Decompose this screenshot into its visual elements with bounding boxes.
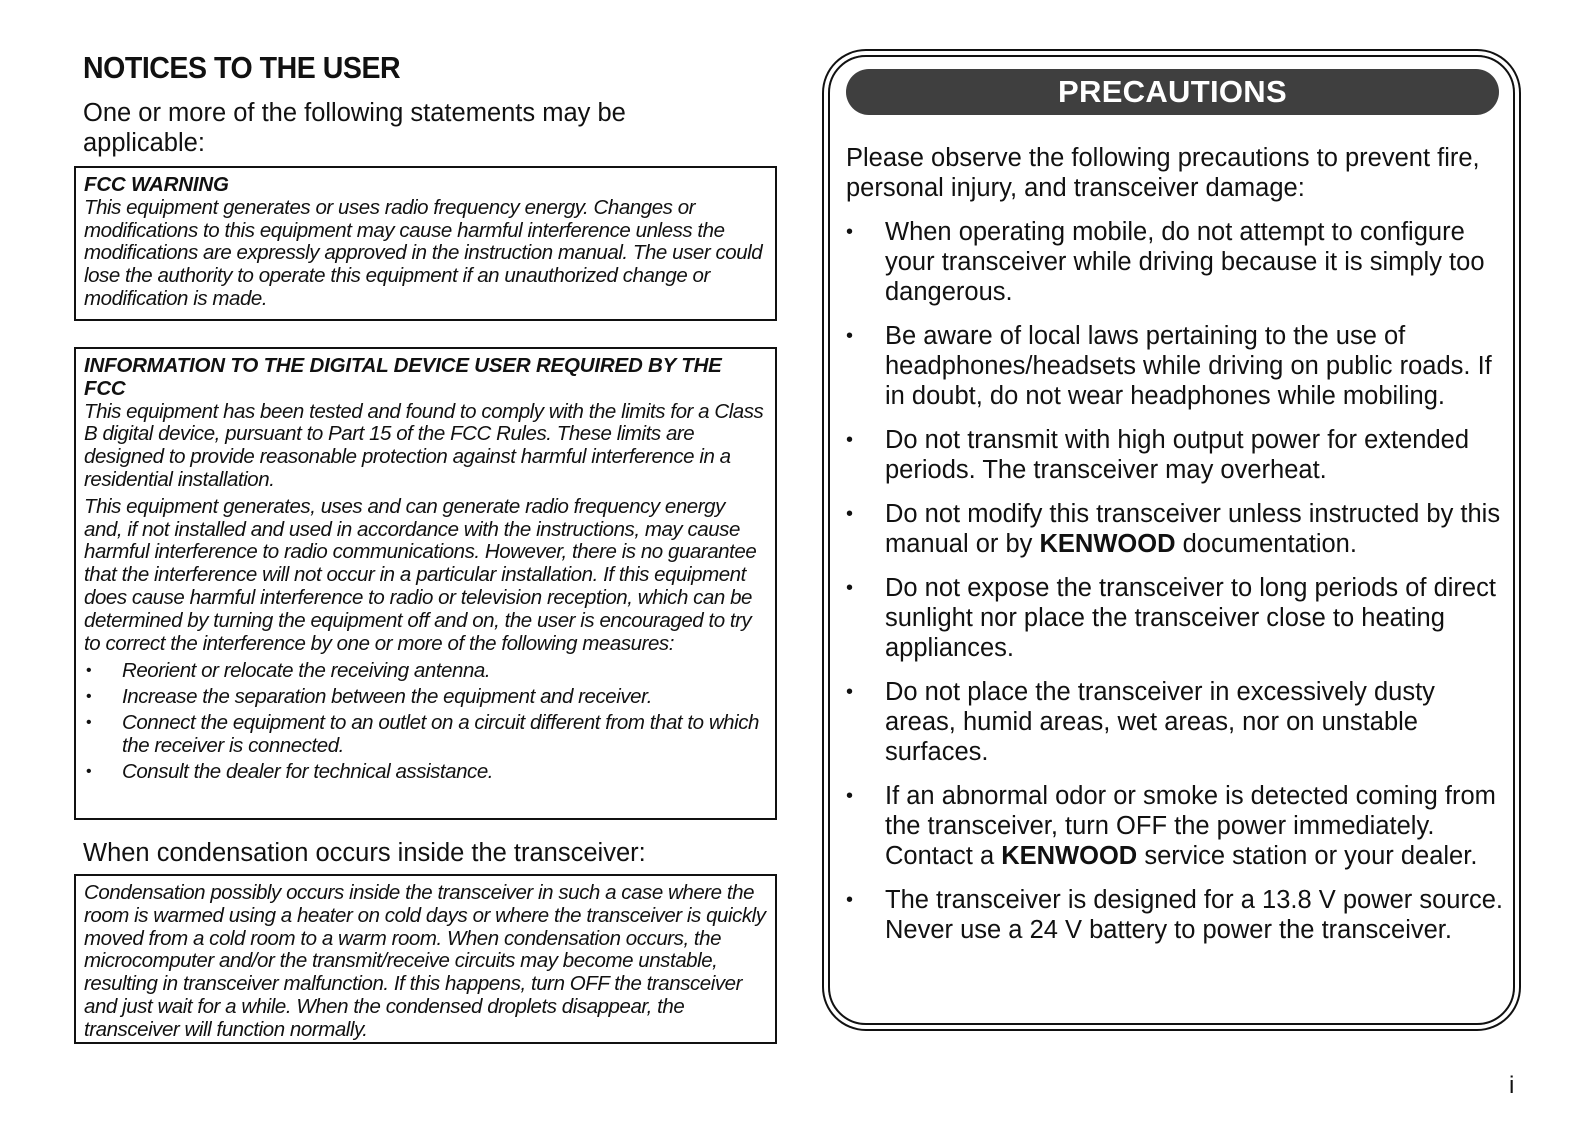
notices-column xyxy=(74,48,777,1044)
fcc-warning-body: This equipment generates or uses radio frequency energy. Changes or modifications to this equipment may cause harmful interference unless the modifications are expressly approved in the instruction manual. The user could lose the authority to operate this equipment if an unauthorized change or modification is made. xyxy=(84,195,763,310)
list-item: • Do not transmit with high output power for extended periods. The transceiver may overheat. xyxy=(846,425,1506,485)
list-item: • Do not expose the transceiver to long periods of direct sunlight nor place the transceiver close to heating appliances. xyxy=(846,573,1506,663)
fcc-warning-box xyxy=(74,166,777,321)
list-item: • Reorient or relocate the receiving antenna. xyxy=(84,660,767,683)
brand-name: KENWOOD xyxy=(1001,842,1138,870)
precaution-text: Do not modify this transceiver unless instructed by this manual or by xyxy=(885,500,1501,558)
list-item: • Connect the equipment to an outlet on a circuit different from that to which the receiver is connected. xyxy=(84,712,767,758)
digital-device-info-box xyxy=(74,347,777,820)
condensation-box xyxy=(74,874,777,1044)
precaution-text: If an abnormal odor or smoke is detected coming from the transceiver, turn OFF the power immediately. Contact a xyxy=(885,782,1496,870)
interference-measures-list xyxy=(84,660,767,783)
list-item: • Be aware of local laws pertaining to the use of headphones/headsets while driving on public roads. If in doubt, do not wear headphones while mobiling. xyxy=(846,321,1506,411)
condensation-body: Condensation possibly occurs inside the transceiver in such a case where the room is warmed using a heater on cold days or where the transceiver is quickly moved from a cold room to a warm room. When condensation occurs, the microcomputer and/or the transmit/receive circuits may become unstable, resulting in transceiver malfunction. If this happens, turn OFF the transceiver and just wait for a while. When the condensed droplets disappear, the transceiver will function normally. xyxy=(84,881,766,1041)
list-item: • Consult the dealer for technical assistance. xyxy=(84,761,767,784)
list-item: • Do not place the transceiver in excessively dusty areas, humid areas, wet areas, nor on unstable surfaces. xyxy=(846,677,1506,767)
precautions-intro: Please observe the following precautions to prevent fire, personal injury, and transceiver damage: xyxy=(846,144,1480,202)
digital-device-info-title: INFORMATION TO THE DIGITAL DEVICE USER REQUIRED BY THE FCC xyxy=(84,354,722,400)
precaution-text: documentation. xyxy=(1175,530,1357,558)
condensation-heading: When condensation occurs inside the transceiver: xyxy=(83,839,646,867)
brand-name: KENWOOD xyxy=(1039,530,1176,558)
page-number: i xyxy=(1509,1072,1515,1099)
list-item xyxy=(846,499,1506,559)
list-item xyxy=(846,781,1506,871)
notices-title: NOTICES TO THE USER xyxy=(83,50,401,85)
precautions-panel xyxy=(828,55,1515,1025)
precautions-list xyxy=(846,217,1506,959)
notices-intro: One or more of the following statements may be applicable: xyxy=(83,99,626,157)
precaution-text: service station or your dealer. xyxy=(1137,842,1478,870)
digital-device-info-paragraph-1: This equipment has been tested and found to comply with the limits for a Class B digital device, pursuant to Part 15 of the FCC Rules. These limits are designed to provide reasonable protection against harmful interference in a residential installation. xyxy=(84,399,764,491)
fcc-warning-title: FCC WARNING xyxy=(84,173,229,196)
list-item: • When operating mobile, do not attempt to configure your transceiver while driving because it is simply too dangerous. xyxy=(846,217,1506,307)
list-item: • Increase the separation between the equipment and receiver. xyxy=(84,686,767,709)
digital-device-info-paragraph-2: This equipment generates, uses and can generate radio frequency energy and, if not installed and used in accordance with the instructions, may cause harmful interference to radio communications. However, there is no guarantee that the interference will not occur in a particular installation. If this equipment does cause harmful interference to radio or television reception, which can be determined by turning the equipment off and on, the user is encouraged to try to correct the interference by one or more of the following measures: xyxy=(84,494,757,655)
list-item: • The transceiver is designed for a 13.8 V power source. Never use a 24 V battery to power the transceiver. xyxy=(846,885,1506,945)
precautions-title: PRECAUTIONS xyxy=(846,69,1499,115)
